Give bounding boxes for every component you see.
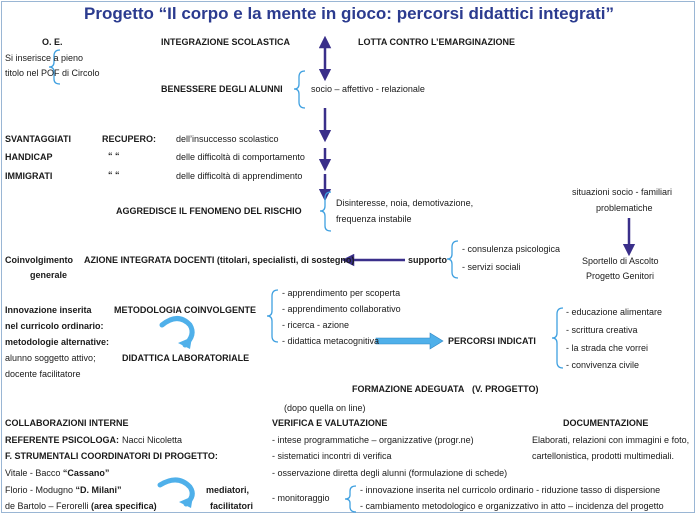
recupero-item-1: dell’insuccesso scolastico bbox=[176, 134, 279, 144]
coordinatori-row-1-names: Vitale - Bacco bbox=[5, 468, 63, 478]
oe-line-2: titolo nel POF di Circolo bbox=[5, 68, 100, 78]
verifica-item-1: - intese programmatiche – organizzative (progr.ne) bbox=[272, 435, 474, 445]
metodologia-label: METODOLOGIA COINVOLGENTE bbox=[114, 305, 257, 315]
coordinatori-row-2-names: Florio - Modugno bbox=[5, 485, 76, 495]
innovazione-line-3: metodologie alternative: bbox=[5, 337, 110, 347]
ditto-quotes-1: “ “ bbox=[108, 151, 120, 161]
supporto-item-1: - consulenza psicologica bbox=[462, 244, 561, 254]
rischio-label: AGGREDISCE IL FENOMENO DEL RISCHIO bbox=[116, 206, 302, 216]
apprendimento-item-3: - ricerca - azione bbox=[282, 320, 350, 330]
blue-arrow-percorsi bbox=[376, 333, 443, 349]
brace-supporto bbox=[447, 241, 458, 278]
coordinatori-row-3-area: (area specifica) bbox=[91, 501, 157, 511]
monitoraggio-label: - monitoraggio bbox=[272, 493, 330, 503]
coordinatori-row-2-school: “D. Milani” bbox=[75, 485, 122, 495]
brace-monitoraggio bbox=[345, 486, 356, 512]
coordinatori-row-2 bbox=[5, 485, 122, 496]
verifica-item-3: - osservazione diretta degli alunni (formulazione di schede) bbox=[272, 468, 508, 478]
facilitatori-label: facilitatori bbox=[210, 501, 254, 511]
referente-label: REFERENTE PSICOLOGA: bbox=[5, 435, 120, 445]
formazione-sub: (dopo quella on line) bbox=[284, 403, 366, 413]
integrazione-scolastica: INTEGRAZIONE SCOLASTICA bbox=[161, 37, 291, 47]
verifica-header: VERIFICA E VALUTAZIONE bbox=[272, 418, 388, 428]
recupero-label: RECUPERO: bbox=[102, 134, 157, 144]
recupero-item-3: delle difficoltà di apprendimento bbox=[176, 171, 303, 181]
supporto-label: supporto bbox=[408, 255, 447, 265]
situazioni-line-1: situazioni socio - familiari bbox=[572, 187, 673, 197]
brace-benessere bbox=[294, 71, 305, 108]
monitoraggio-item-2: - cambiamento metodologico e organizzativo in atto – incidenza del progetto bbox=[360, 501, 664, 511]
percorsi-item-3: - la strada che vorrei bbox=[566, 343, 649, 353]
verifica-item-2: - sistematici incontri di verifica bbox=[272, 451, 392, 461]
immigrati-label: IMMIGRATI bbox=[5, 171, 53, 181]
brace-apprendimento bbox=[267, 290, 278, 342]
apprendimento-item-1: - apprendimento per scoperta bbox=[282, 288, 401, 298]
recupero-item-2: delle difficoltà di comportamento bbox=[176, 152, 305, 162]
supporto-item-2: - servizi sociali bbox=[462, 262, 521, 272]
innovazione-line-1: Innovazione inserita bbox=[5, 305, 92, 315]
oe-line-1: Si inserisce a pieno bbox=[5, 53, 84, 63]
percorsi-label: PERCORSI INDICATI bbox=[448, 336, 536, 346]
handicap-label: HANDICAP bbox=[5, 152, 53, 162]
formazione-label: FORMAZIONE ADEGUATA bbox=[352, 384, 465, 394]
page-title: Progetto “Il corpo e la mente in gioco: percorsi didattici integrati” bbox=[84, 4, 614, 23]
collaborazioni-header: COLLABORAZIONI INTERNE bbox=[5, 418, 129, 428]
documentazione-header: DOCUMENTAZIONE bbox=[563, 418, 649, 428]
formazione-paren: (V. PROGETTO) bbox=[472, 384, 539, 394]
apprendimento-item-4: - didattica metacognitiva bbox=[282, 336, 380, 346]
brace-rischio bbox=[320, 192, 331, 231]
innovazione-line-2: nel curricolo ordinario: bbox=[5, 321, 104, 331]
lotta-emarginazione: LOTTA CONTRO L’EMARGINAZIONE bbox=[358, 37, 515, 47]
situazioni-line-2: problematiche bbox=[596, 203, 653, 213]
documentazione-line-2: cartellonistica, prodotti multimediali. bbox=[532, 451, 675, 461]
percorsi-item-1: - educazione alimentare bbox=[566, 307, 663, 317]
rischio-item-2: frequenza instabile bbox=[336, 214, 412, 224]
mediatori-label: mediatori, bbox=[206, 485, 250, 495]
sportello-line-1: Sportello di Ascolto bbox=[582, 256, 659, 266]
innovazione-line-4: alunno soggetto attivo; bbox=[5, 353, 96, 363]
coordinatori-row-1 bbox=[5, 468, 109, 479]
coinvolgimento-line-2: generale bbox=[30, 270, 68, 280]
monitoraggio-item-1: - innovazione inserita nel curricolo ordinario - riduzione tasso di dispersione bbox=[360, 485, 661, 495]
didattica-label: DIDATTICA LABORATORIALE bbox=[122, 353, 250, 363]
ditto-quotes-2: “ “ bbox=[108, 170, 120, 180]
azione-integrata: AZIONE INTEGRATA DOCENTI (titolari, specialisti, di sostegno) bbox=[84, 255, 355, 265]
svantaggiati-label: SVANTAGGIATI bbox=[5, 134, 71, 144]
brace-percorsi bbox=[552, 308, 563, 368]
sportello-line-2: Progetto Genitori bbox=[586, 271, 655, 281]
apprendimento-item-2: - apprendimento collaborativo bbox=[282, 304, 401, 314]
benessere-desc: socio – affettivo - relazionale bbox=[311, 84, 425, 94]
oe-label: O. E. bbox=[42, 37, 63, 47]
innovazione-line-5: docente facilitatore bbox=[5, 369, 81, 379]
coinvolgimento-line-1: Coinvolgimento bbox=[5, 255, 73, 265]
benessere-label: BENESSERE DEGLI ALUNNI bbox=[161, 84, 283, 94]
percorsi-item-4: - convivenza civile bbox=[566, 360, 640, 370]
rischio-item-1: Disinteresse, noia, demotivazione, bbox=[336, 198, 474, 208]
percorsi-item-2: - scrittura creativa bbox=[566, 325, 638, 335]
coordinatori-row-3 bbox=[5, 501, 157, 512]
coordinatori-row-3-names: de Bartolo – Ferorelli bbox=[5, 501, 92, 511]
strumentali-label: F. STRUMENTALI COORDINATORI DI PROGETTO: bbox=[5, 451, 218, 461]
coordinatori-row-1-school: “Cassano” bbox=[62, 468, 110, 478]
referente-name: Nacci Nicoletta bbox=[122, 435, 183, 445]
documentazione-line-1: Elaborati, relazioni con immagini e foto, bbox=[532, 435, 690, 445]
